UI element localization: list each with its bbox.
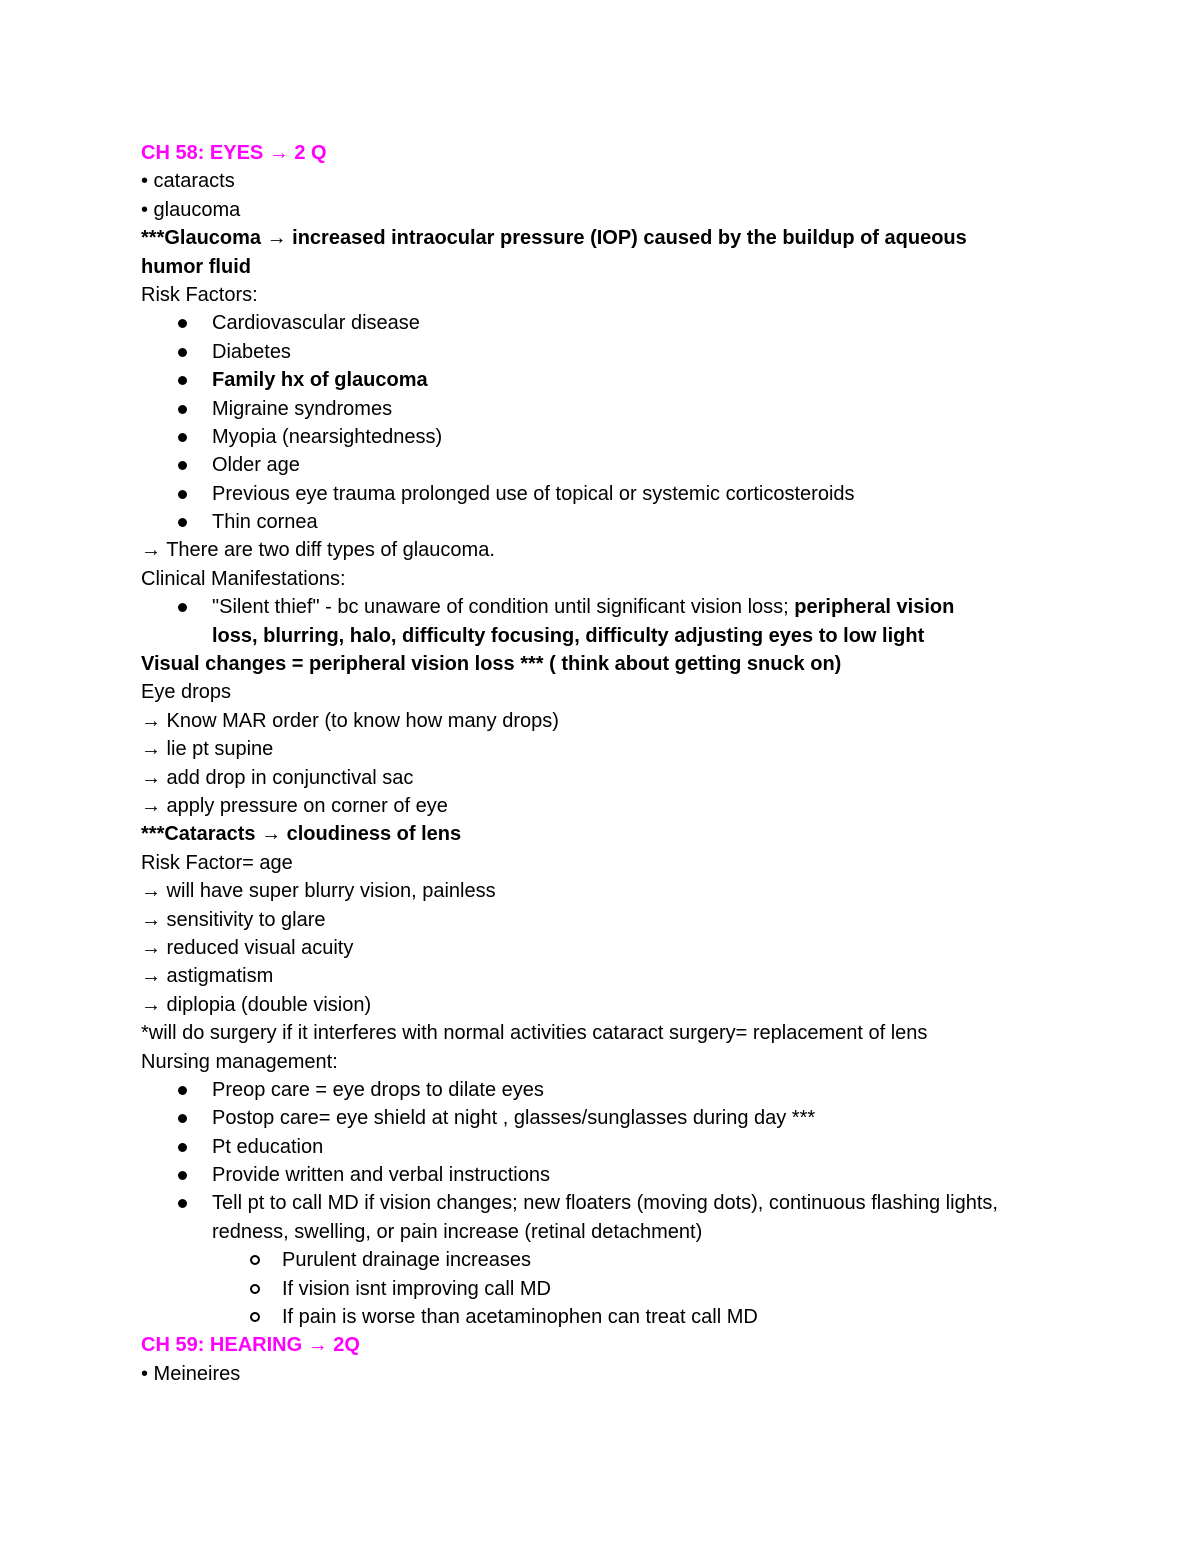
cataract-risk-factor: Risk Factor= age xyxy=(141,851,293,874)
bullet-icon xyxy=(178,490,187,499)
notes-page xyxy=(141,139,1101,1388)
cataract-sign: → will have super blurry vision, painless xyxy=(141,880,496,903)
list-item: Postop care= eye shield at night , glasses/sunglasses during day *** xyxy=(141,1104,1101,1132)
bullet-icon xyxy=(178,1143,187,1152)
list-item: Previous eye trauma prolonged use of topical or systemic corticosteroids xyxy=(141,480,1101,508)
list-item: Cardiovascular disease xyxy=(141,309,1101,337)
eye-drops-step: → apply pressure on corner of eye xyxy=(141,794,448,817)
bullet-icon xyxy=(178,1086,187,1095)
chapter-heading-eyes: CH 58: EYES → 2 Q xyxy=(141,142,327,164)
chapter-heading-hearing: CH 59: HEARING → 2Q xyxy=(141,1334,360,1357)
eye-drops-step: → lie pt supine xyxy=(141,738,274,761)
topic-item: • Meineires xyxy=(141,1362,241,1385)
bullet-icon xyxy=(178,405,187,414)
bullet-icon xyxy=(178,348,187,357)
list-item: Preop care = eye drops to dilate eyes xyxy=(141,1076,1101,1104)
list-item: Family hx of glaucoma xyxy=(141,366,1101,394)
list-item: Tell pt to call MD if vision changes; new floaters (moving dots), continuous flashing lights, xyxy=(141,1189,1101,1217)
risk-factors-label: Risk Factors: xyxy=(141,283,258,306)
list-item: Migraine syndromes xyxy=(141,395,1101,423)
cataracts-definition: ***Cataracts → cloudiness of lens xyxy=(141,823,462,846)
list-item-continuation: loss, blurring, halo, difficulty focusing, difficulty adjusting eyes to low light xyxy=(212,624,925,647)
glaucoma-types-note: → There are two diff types of glaucoma. xyxy=(141,539,495,562)
list-item: Myopia (nearsightedness) xyxy=(141,423,1101,451)
bullet-icon xyxy=(178,603,187,612)
bullet-icon xyxy=(178,1199,187,1208)
sub-list-item: Purulent drainage increases xyxy=(141,1246,1101,1274)
topic-item: • cataracts xyxy=(141,170,235,193)
bullet-icon xyxy=(178,518,187,527)
cataract-sign: → reduced visual acuity xyxy=(141,936,354,959)
eye-drops-step: → add drop in conjunctival sac xyxy=(141,766,414,789)
bullet-icon xyxy=(178,1171,187,1180)
topic-item: • glaucoma xyxy=(141,198,241,221)
sub-list-item: If pain is worse than acetaminophen can treat call MD xyxy=(141,1303,1101,1331)
list-item: Provide written and verbal instructions xyxy=(141,1161,1101,1189)
list-item: Thin cornea xyxy=(141,508,1101,536)
bullet-icon xyxy=(178,461,187,470)
surgery-note: *will do surgery if it interferes with normal activities cataract surgery= replacement of lens xyxy=(141,1022,928,1045)
hollow-bullet-icon xyxy=(250,1255,260,1265)
bullet-icon xyxy=(178,433,187,442)
bullet-icon xyxy=(178,319,187,328)
hollow-bullet-icon xyxy=(250,1284,260,1294)
list-item: Pt education xyxy=(141,1133,1101,1161)
eye-drops-label: Eye drops xyxy=(141,681,232,704)
glaucoma-definition-cont: humor fluid xyxy=(141,255,251,278)
hollow-bullet-icon xyxy=(250,1312,260,1322)
cataract-sign: → diplopia (double vision) xyxy=(141,993,372,1016)
sub-list-item: If vision isnt improving call MD xyxy=(141,1275,1101,1303)
list-item: "Silent thief" - bc unaware of condition until significant vision loss; peripheral vision xyxy=(141,593,1101,621)
nursing-management-label: Nursing management: xyxy=(141,1050,338,1073)
list-item: Diabetes xyxy=(141,338,1101,366)
bullet-icon xyxy=(178,1114,187,1123)
glaucoma-definition: ***Glaucoma → increased intraocular pressure (IOP) caused by the buildup of aqueous xyxy=(141,227,967,250)
list-item-continuation: redness, swelling, or pain increase (retinal detachment) xyxy=(212,1220,703,1243)
visual-changes-note: Visual changes = peripheral vision loss *** ( think about getting snuck on) xyxy=(141,653,842,676)
clinical-manifestations-label: Clinical Manifestations: xyxy=(141,567,346,590)
list-item: Older age xyxy=(141,451,1101,479)
cataract-sign: → astigmatism xyxy=(141,965,274,988)
bullet-icon xyxy=(178,376,187,385)
eye-drops-step: → Know MAR order (to know how many drops) xyxy=(141,709,559,732)
cataract-sign: → sensitivity to glare xyxy=(141,908,326,931)
